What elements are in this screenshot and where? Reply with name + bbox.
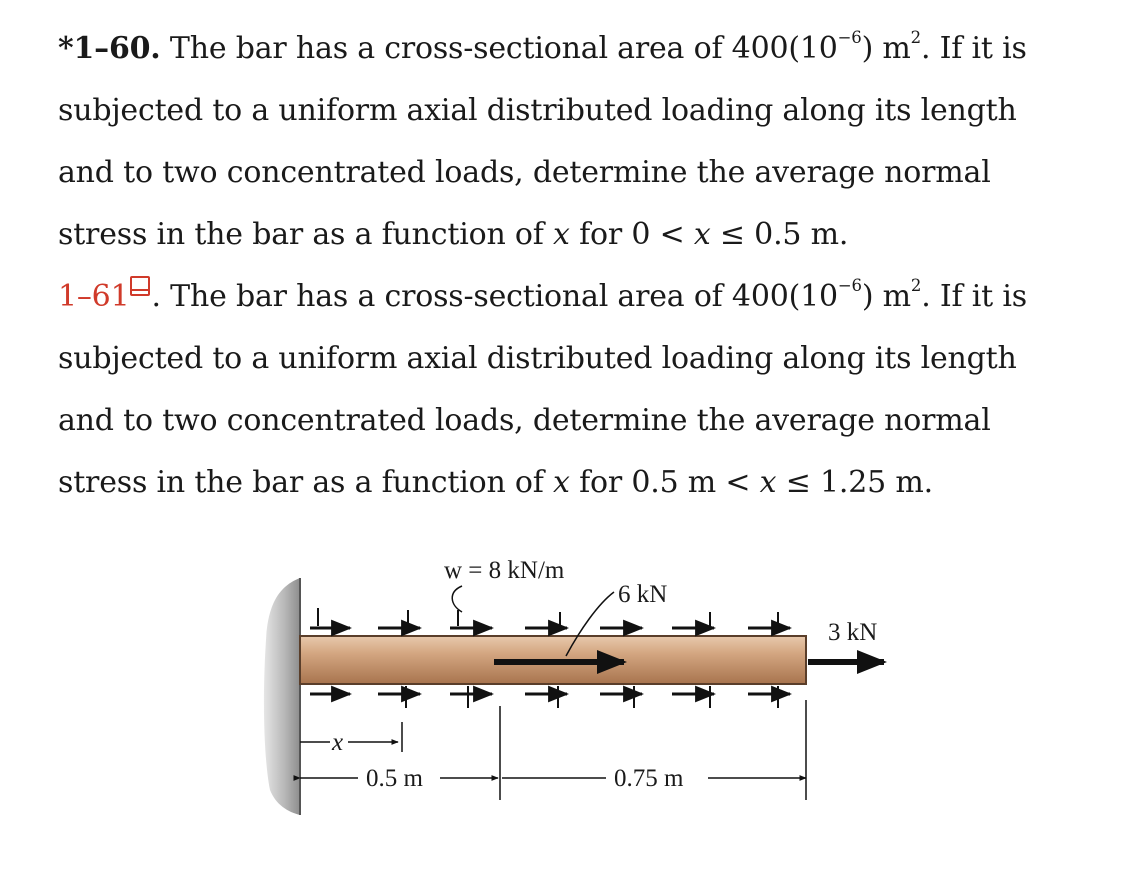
problem-1-60-line-2: subjected to a uniform axial distributed loading along its length xyxy=(58,93,1017,128)
fixed-wall xyxy=(264,578,300,815)
problem-1-61-line-3: and to two concentrated loads, determine the average normal xyxy=(58,403,991,438)
w-leader xyxy=(452,586,462,612)
dimension-left-label: 0.5 m xyxy=(366,765,423,792)
x-label: x xyxy=(332,729,344,756)
problem-text xyxy=(58,18,1118,514)
problem-1-61-line-2: subjected to a uniform axial distributed loading along its length xyxy=(58,341,1017,376)
distributed-load-label: w = 8 kN/m xyxy=(444,557,565,584)
dimension-right-label: 0.75 m xyxy=(614,765,684,792)
problem-1-60-line-3: and to two concentrated loads, determine the average normal xyxy=(58,155,991,190)
x-dimension xyxy=(300,722,402,752)
distributed-load-bottom-ticks xyxy=(406,686,778,708)
concentrated-load-mid-label: 6 kN xyxy=(618,581,668,608)
problem-1-61-number[interactable]: 1–61 xyxy=(58,279,130,314)
problem-1-60-line-4: stress in the bar as a function of x for 0 < x ≤ 0.5 m. xyxy=(58,217,849,252)
concentrated-load-end-label: 3 kN xyxy=(828,619,878,646)
problem-1-60-number: *1–60. xyxy=(58,31,161,66)
problem-1-61-line-4: stress in the bar as a function of x for 0.5 m < x ≤ 1.25 m. xyxy=(58,465,933,500)
bar-loading-figure xyxy=(0,540,1142,880)
video-solution-icon[interactable] xyxy=(130,276,150,296)
problem-1-61-line-1: 1–61 . The bar has a cross-sectional area of $400(10^{-6})$ $m^2$. If it is xyxy=(58,276,1027,314)
distributed-load-top-ticks xyxy=(318,608,778,626)
problem-1-60-line-1: *1–60. The bar has a cross-sectional area of $400(10^{-6})$ $m^2$. If it is xyxy=(58,28,1027,66)
